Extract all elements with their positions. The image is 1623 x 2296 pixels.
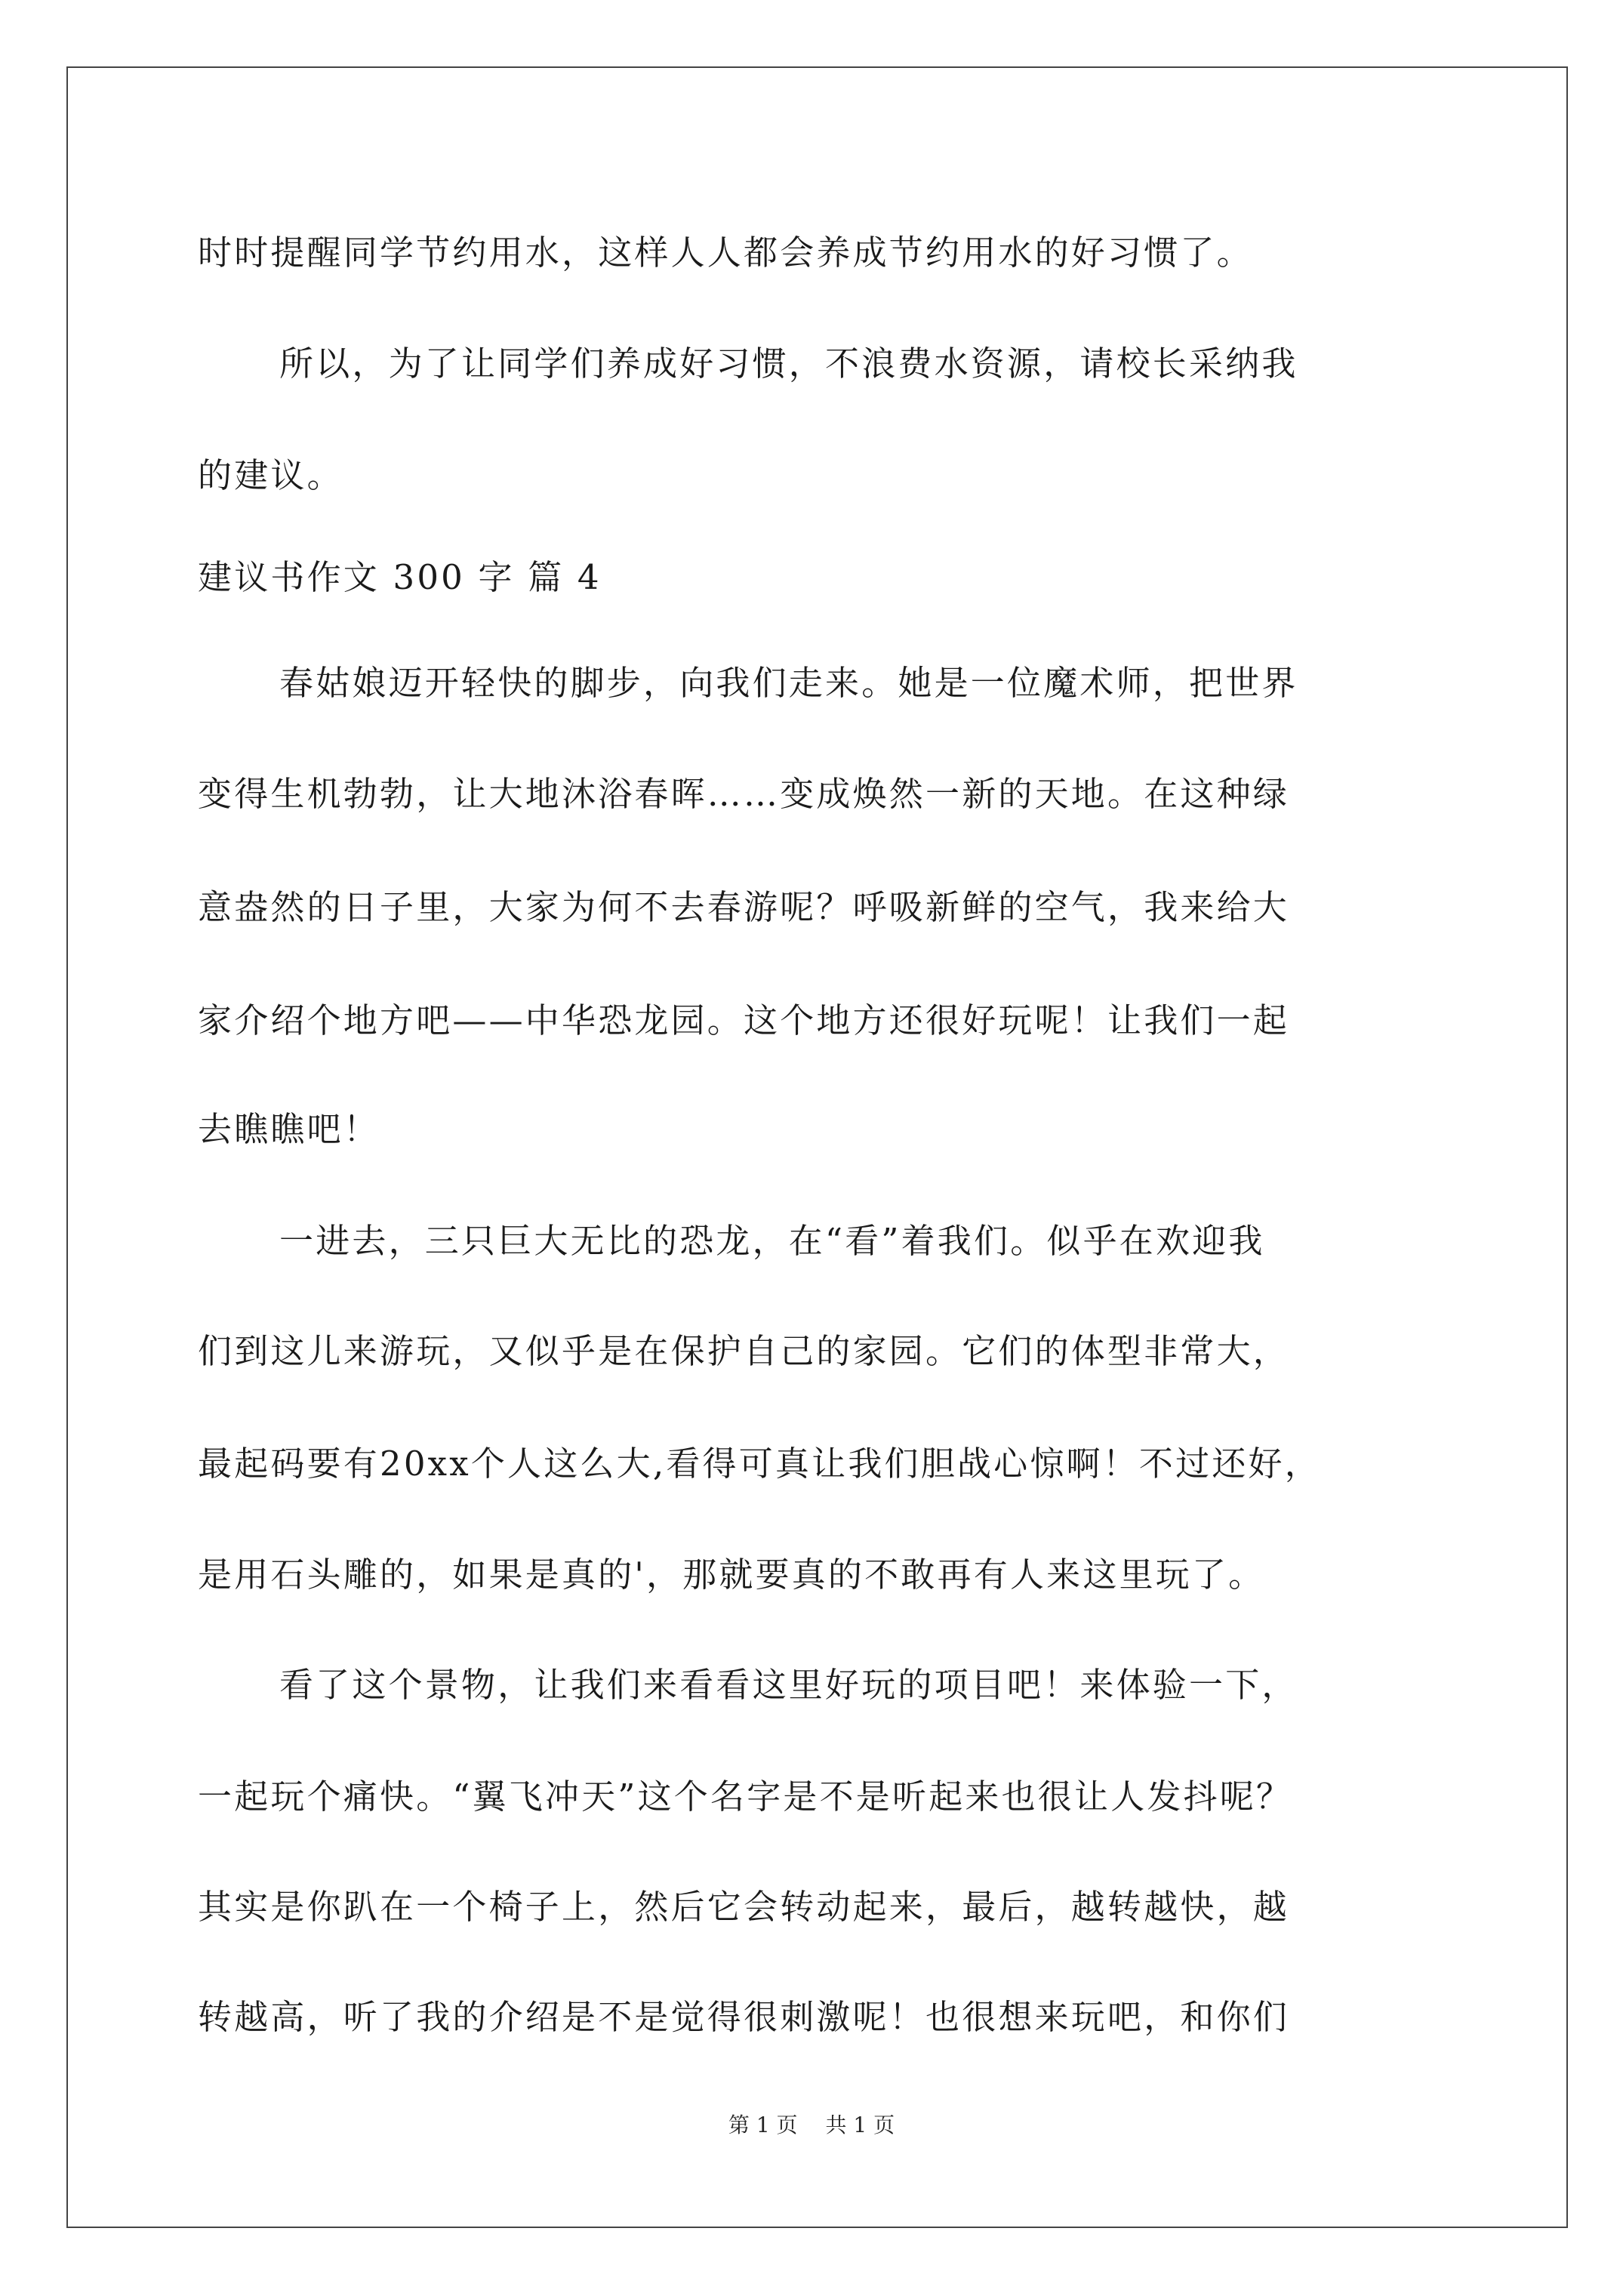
- page-footer: [0, 2110, 1623, 2140]
- text-line: 时时提醒同学节约用水，这样人人都会养成节约用水的好习惯了。: [198, 233, 1253, 273]
- text-line: 其实是你趴在一个椅子上，然后它会转动起来，最后，越转越快，越: [198, 1887, 1290, 1927]
- page-number: 第 1 页: [728, 2113, 798, 2137]
- text-line: 一起玩个痛快。“翼飞冲天”这个名字是不是听起来也很让人发抖呢？: [198, 1777, 1293, 1817]
- text-line: 是用石头雕的，如果是真的'，那就要真的不敢再有人来这里玩了。: [198, 1555, 1265, 1595]
- text-line: 一进去，三只巨大无比的恐龙，在“看”着我们。似乎在欢迎我: [279, 1221, 1265, 1261]
- text-line: 春姑娘迈开轻快的脚步，向我们走来。她是一位魔术师，把世界: [279, 663, 1298, 703]
- text-line: 最起码要有20xx个人这么大,看得可真让我们胆战心惊啊！不过还好，: [198, 1444, 1321, 1484]
- text-line: 意盎然的日子里，大家为何不去春游呢？呼吸新鲜的空气，我来给大: [198, 887, 1290, 927]
- text-line: 所以，为了让同学们养成好习惯，不浪费水资源，请校长采纳我: [279, 344, 1298, 384]
- text-line: 们到这儿来游玩，又似乎是在保护自己的家园。它们的体型非常大，: [198, 1331, 1290, 1371]
- text-line: 看了这个景物，让我们来看看这里好玩的项目吧！来体验一下，: [279, 1665, 1298, 1705]
- text-line: 转越高，听了我的介绍是不是觉得很刺激呢！也很想来玩吧，和你们: [198, 1997, 1290, 2037]
- text-line: 家介绍个地方吧——中华恐龙园。这个地方还很好玩呢！让我们一起: [198, 1000, 1290, 1040]
- text-line: 变得生机勃勃，让大地沐浴春晖……变成焕然一新的天地。在这种绿: [198, 774, 1290, 814]
- section-heading: 建议书作文 300 字 篇 4: [198, 557, 602, 597]
- text-line: 的建议。: [198, 455, 343, 495]
- text-line: 去瞧瞧吧！: [198, 1109, 380, 1149]
- total-pages: 共 1 页: [825, 2113, 895, 2137]
